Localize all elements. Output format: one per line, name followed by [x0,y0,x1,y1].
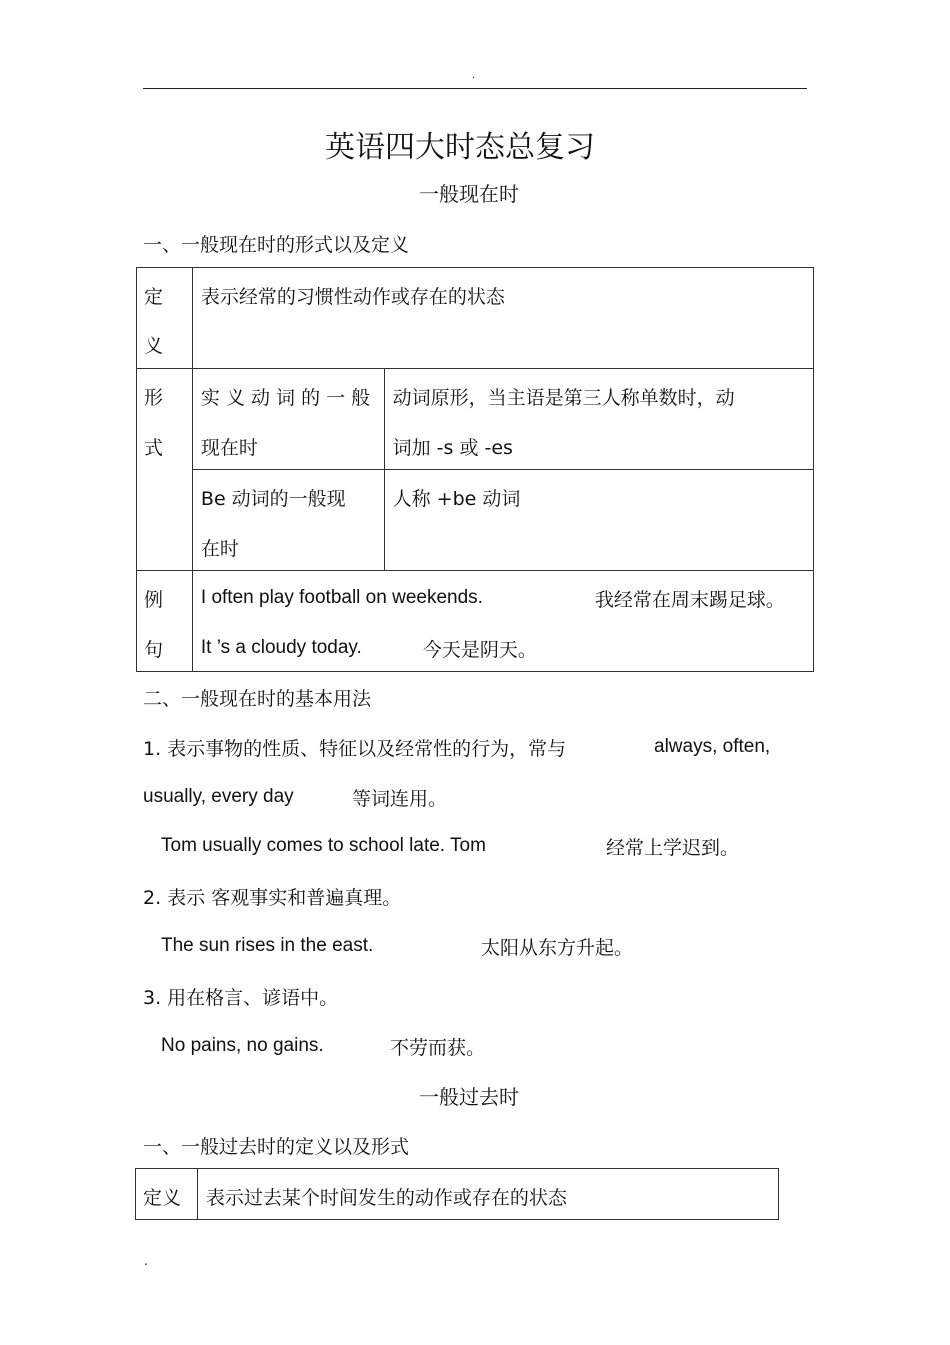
example-cn: 今天是阴天。 [422,639,537,661]
heading-present-usage: 二、一般现在时的基本用法 [143,688,372,710]
label-char: 例 [144,589,164,611]
header-rule [143,88,807,89]
label-char: 定 [144,286,164,308]
definition-text: 表示过去某个时间发生的动作或存在的状态 [205,1187,567,1209]
usage-3-text: 3. 用在格言、谚语中。 [143,987,339,1009]
form-type-text: Be 动词的一般现 [200,488,346,510]
table-row-form-1 [137,369,814,470]
form-rule-text: 词加 -s 或 -es [392,437,513,459]
usage-1-example-cn: 经常上学迟到。 [606,837,740,859]
usage-2-example-cn: 太阳从东方升起。 [481,937,634,959]
table-row-form-2 [137,470,814,571]
table-row-definition [136,1169,779,1220]
example-en: It ’s a cloudy today. [200,637,362,658]
section-title-present: 一般现在时 [419,182,519,206]
form-type-text: 在时 [200,538,239,560]
usage-2-example-en: The sun rises in the east. [161,935,374,956]
present-table [136,267,814,672]
table-row-examples [137,571,814,672]
usage-1-words: always, often, [654,736,771,757]
form-rule-text: 动词原形，当主语是第三人称单数时，动 [392,387,735,409]
label-char: 形 [144,387,164,409]
usage-1-example-en: Tom usually comes to school late. Tom [161,835,486,856]
heading-present-form: 一、一般现在时的形式以及定义 [143,234,410,256]
usage-1-words: usually, every day [143,786,294,807]
heading-past-form: 一、一般过去时的定义以及形式 [143,1136,410,1158]
example-en: I often play football on weekends. [200,587,483,608]
example-cn: 我经常在周末踢足球。 [594,589,785,611]
usage-1-text: 等词连用。 [352,788,448,810]
usage-1-text: 1. 表示事物的性质、特征以及经常性的行为，常与 [143,738,567,760]
usage-3-example-cn: 不劳而获。 [390,1037,486,1059]
usage-3-example-en: No pains, no gains. [161,1035,324,1056]
form-type-text: 实 义 动 词 的 一 般 [200,387,371,409]
past-table [135,1168,779,1220]
label-char: 式 [144,437,164,459]
section-title-past: 一般过去时 [419,1085,519,1109]
page-title: 英语四大时态总复习 [325,130,595,165]
header-dot: . [472,70,476,81]
form-rule-text: 人称 +be 动词 [392,488,521,510]
form-type-text: 现在时 [200,437,258,459]
label-char: 义 [144,335,164,357]
label-char: 句 [144,639,164,661]
definition-text: 表示经常的习惯性动作或存在的状态 [200,286,505,308]
table-row-definition [137,268,814,369]
footer-dot: . [144,1254,148,1268]
definition-label: 定义 [143,1187,182,1209]
usage-2-text: 2. 表示 客观事实和普遍真理。 [143,887,402,909]
